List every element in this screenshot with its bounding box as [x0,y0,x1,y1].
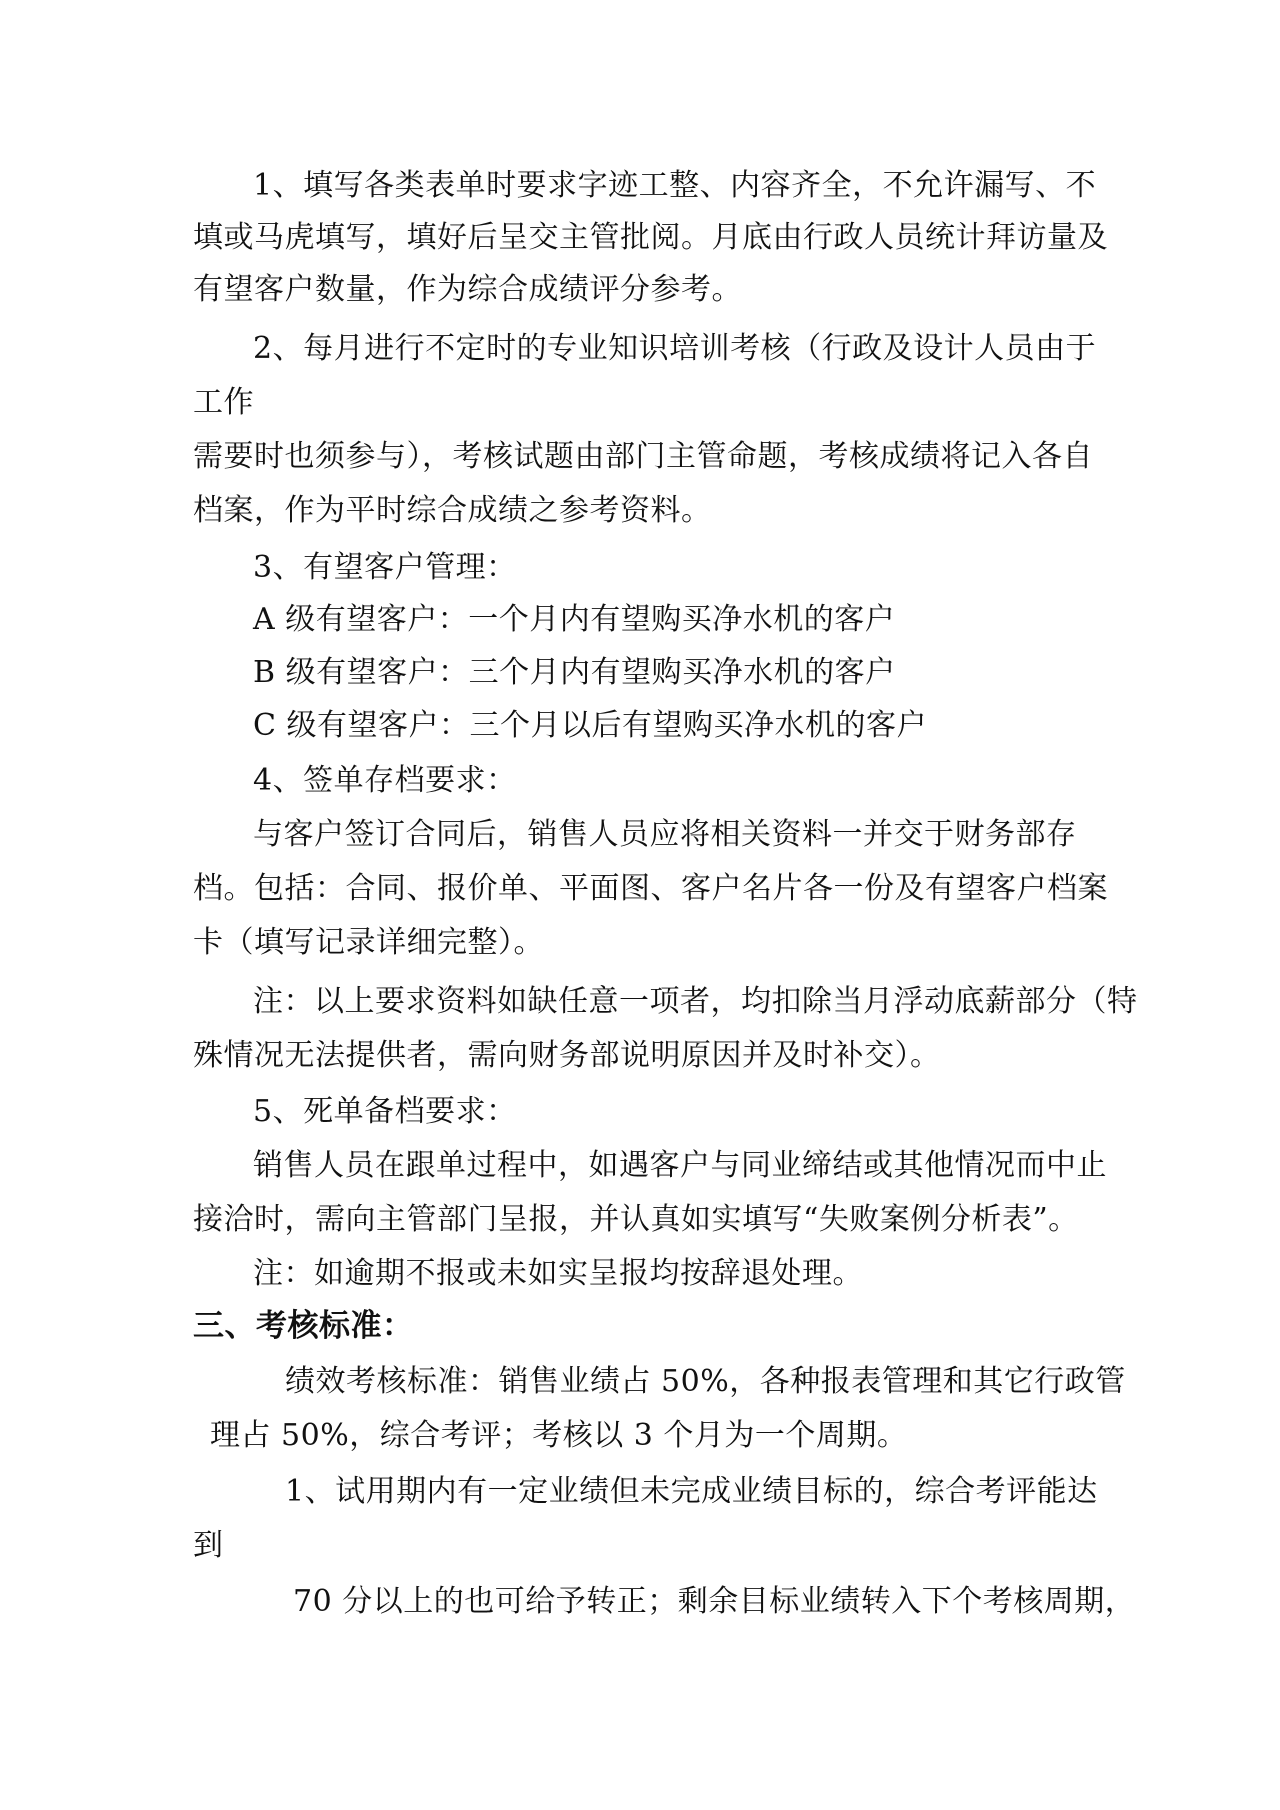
standard-line-2: 理占 50%，综合考评；考核以 3 个月为一个周期。 [210,1418,908,1453]
section-4-title: 4、签单存档要求： [253,763,517,798]
level-b-customer: B 级有望客户：三个月内有望购买净水机的客户 [253,655,896,690]
level-c-customer: C 级有望客户：三个月以后有望购买净水机的客户 [253,708,927,743]
standard-line-1: 绩效考核标准：销售业绩占 50%，各种报表管理和其它行政管 [285,1364,1126,1399]
section-3-title: 3、有望客户管理： [253,550,517,585]
section-heading-assessment-standard: 三、考核标准： [193,1308,414,1344]
note-1-line-1: 注：以上要求资料如缺任意一项者，均扣除当月浮动底薪部分（特 [253,984,1138,1019]
item-1-line-3: 70 分以上的也可给予转正；剩余目标业绩转入下个考核周期， [293,1584,1136,1619]
paragraph-4-line-1: 与客户签订合同后，销售人员应将相关资料一并交于财务部存 [253,817,1077,852]
item-1-line-1: 1、试用期内有一定业绩但未完成业绩目标的，综合考评能达 [285,1474,1098,1509]
paragraph-1-line-1: 1、填写各类表单时要求字迹工整、内容齐全，不允许漏写、不 [253,168,1097,203]
note-1-line-2: 殊情况无法提供者，需向财务部说明原因并及时补交）。 [193,1038,941,1073]
paragraph-5-line-1: 销售人员在跟单过程中，如遇客户与同业缔结或其他情况而中止 [253,1148,1107,1183]
paragraph-2-line-2: 工作 [193,385,254,420]
paragraph-2-line-4: 档案，作为平时综合成绩之参考资料。 [193,493,712,528]
paragraph-4-line-3: 卡（填写记录详细完整）。 [193,925,544,960]
paragraph-2-line-1: 2、每月进行不定时的专业知识培训考核（行政及设计人员由于 [253,331,1097,366]
paragraph-1-line-2: 填或马虎填写，填好后呈交主管批阅。月底由行政人员统计拜访量及 [193,220,1108,255]
paragraph-1-line-3: 有望客户数量，作为综合成绩评分参考。 [193,272,742,307]
note-2: 注：如逾期不报或未如实呈报均按辞退处理。 [253,1256,863,1291]
paragraph-4-line-2: 档。包括：合同、报价单、平面图、客户名片各一份及有望客户档案 [193,871,1108,906]
item-1-line-2: 到 [193,1528,224,1563]
level-a-customer: A 级有望客户：一个月内有望购买净水机的客户 [253,602,896,637]
paragraph-5-line-2: 接洽时，需向主管部门呈报，并认真如实填写“失败案例分析表”。 [193,1202,1079,1237]
paragraph-2-line-3: 需要时也须参与），考核试题由部门主管命题，考核成绩将记入各自 [193,439,1093,474]
section-5-title: 5、死单备档要求： [253,1094,517,1129]
